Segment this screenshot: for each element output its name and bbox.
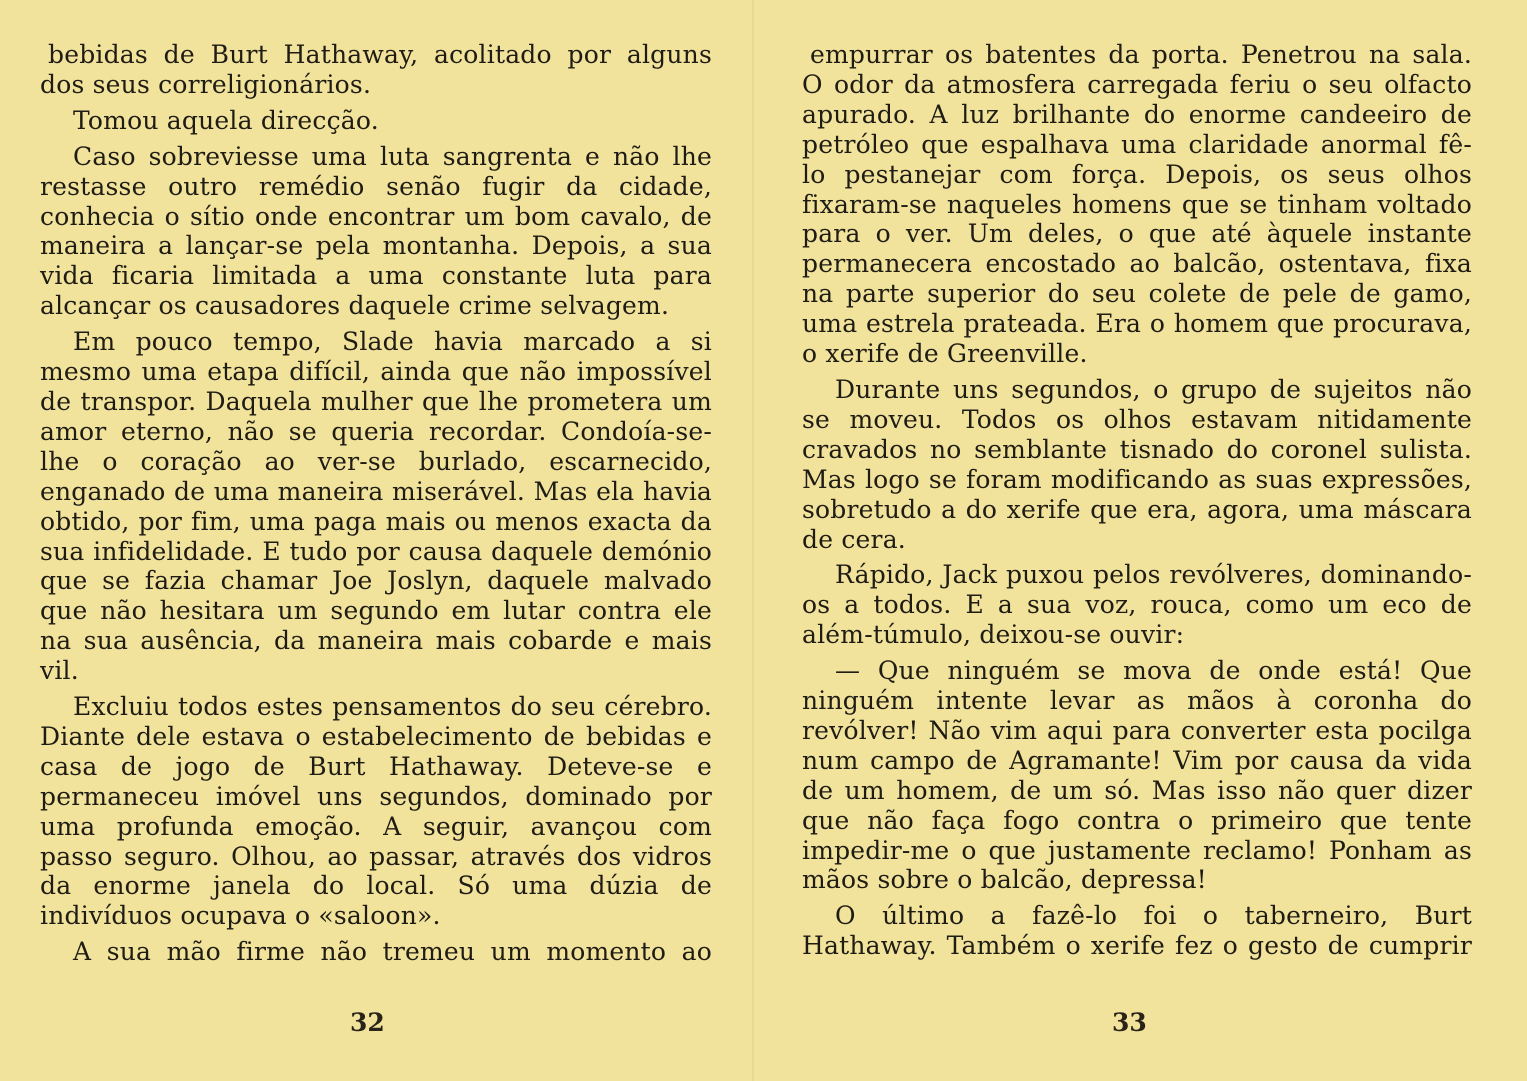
- left-paragraph-1: bebidas de Burt Hathaway, acolitado por alguns dos seus correligionários.: [40, 40, 712, 99]
- left-paragraph-5: Excluiu todos estes pensamentos do seu cérebro. Diante dele estava o estabelecimento de bebidas e casa de jogo de Burt Hathaway. Deteve-se e permaneceu imóvel uns segundos, dominado por uma profunda emoção. A seguir, avançou com passo seguro. Olhou, ao passar, através dos vidros da enorme janela do local. Só uma dúzia de indivíduos ocupava o «saloon».: [40, 692, 712, 931]
- right-paragraph-3: Rápido, Jack puxou pelos revólveres, dominando-os a todos. E a sua voz, rouca, como um eco de além-túmulo, deixou-se ouvir:: [802, 560, 1472, 650]
- left-page-number: 32: [350, 1008, 385, 1037]
- right-page-number: 33: [1112, 1008, 1147, 1037]
- left-paragraph-4: Em pouco tempo, Slade havia marcado a si mesmo uma etapa difícil, ainda que não impossível de transpor. Daquela mulher que lhe prometera um amor eterno, não se queria recordar. Condoía-se-lhe o coração ao ver-se burlado, escarnecido, enganado de uma maneira miserável. Mas ela havia obtido, por fim, uma paga mais ou menos exacta da sua infidelidade. E tudo por causa daquele demónio que se fazia chamar Joe Joslyn, daquele malvado que não hesitara um segundo em lutar contra ele na sua ausência, da maneira mais cobarde e mais vil.: [40, 327, 712, 686]
- left-page: [0, 0, 760, 1081]
- right-page-text: [802, 40, 1472, 967]
- right-paragraph-2: Durante uns segundos, o grupo de sujeitos não se moveu. Todos os olhos estavam nitidamente cravados no semblante tisnado do coronel sulista. Mas logo se foram modificando as suas expressões, sobretudo a do xerife que era, agora, uma máscara de cera.: [802, 374, 1472, 554]
- right-paragraph-5: O último a fazê-lo foi o taberneiro, Burt Hathaway. Também o xerife fez o gesto de cumprir: [802, 901, 1472, 961]
- right-paragraph-1: empurrar os batentes da porta. Penetrou na sala. O odor da atmosfera carregada feriu o seu olfacto apurado. A luz brilhante do enorme candeeiro de petróleo que espalhava uma claridade anormal fê-lo pestanejar com força. Depois, os seus olhos fixaram-se naqueles homens que se tinham voltado para o ver. Um deles, o que até àquele instante permanecera encostado ao balcão, ostentava, fixa na parte superior do seu colete de pele de gamo, uma estrela prateada. Era o homem que procurava, o xerife de Greenville.: [802, 40, 1472, 369]
- left-paragraph-6: A sua mão firme não tremeu um momento ao: [73, 937, 712, 967]
- left-paragraph-2: Tomou aquela direcção.: [73, 105, 379, 135]
- right-page: [760, 0, 1527, 1081]
- right-paragraph-4: — Que ninguém se mova de onde está! Que ninguém intente levar as mãos à coronha do revólver! Não vim aqui para converter esta pocilga num campo de Agramante! Vim por causa da vida de um homem, de um só. Mas isso não quer dizer que não faça fogo contra o primeiro que tente impedir-me o que justamente reclamo! Ponham as mãos sobre o balcão, depressa!: [802, 656, 1472, 895]
- left-page-text: [40, 40, 712, 973]
- left-paragraph-3: Caso sobreviesse uma luta sangrenta e não lhe restasse outro remédio senão fugir da cidade, conhecia o sítio onde encontrar um bom cavalo, de maneira a lançar-se pela montanha. Depois, a sua vida ficaria limitada a uma constante luta para alcançar os causadores daquele crime selvagem.: [40, 141, 712, 321]
